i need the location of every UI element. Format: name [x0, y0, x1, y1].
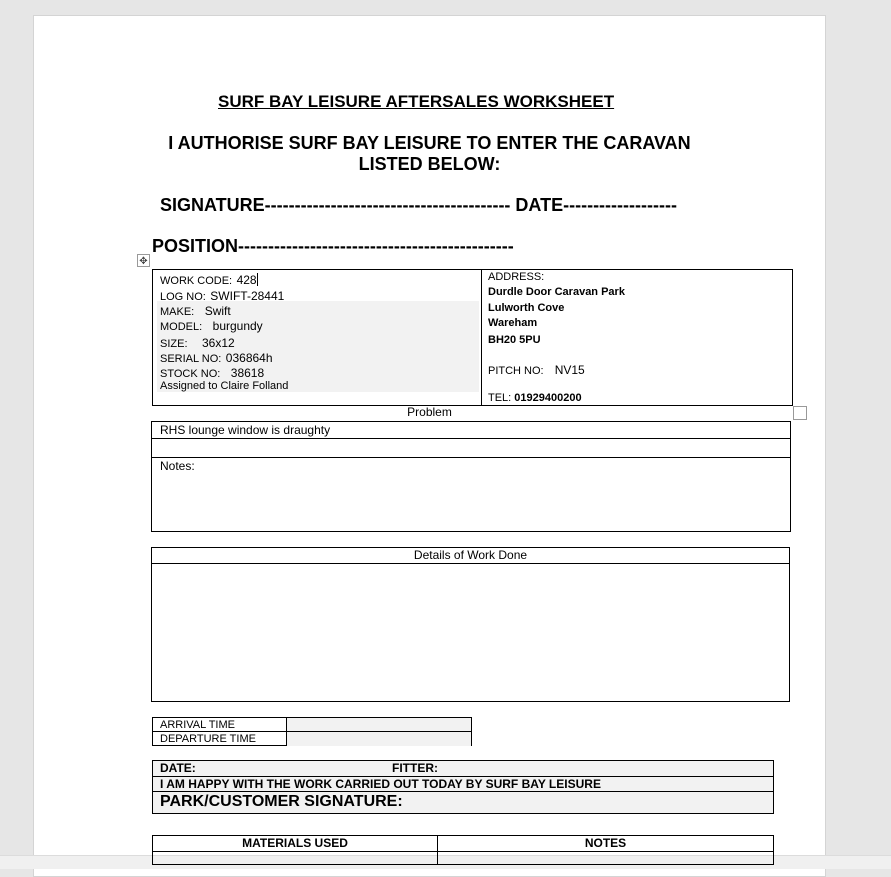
address-line: Durdle Door Caravan Park	[488, 286, 625, 298]
stock-label: STOCK NO:	[160, 368, 221, 380]
work-done-body[interactable]	[152, 564, 789, 701]
model-value: burgundy	[212, 319, 263, 333]
divider	[153, 851, 773, 852]
divider	[152, 438, 790, 439]
serial-label: SERIAL NO:	[160, 353, 222, 365]
authorise-line-1: I AUTHORISE SURF BAY LEISURE TO ENTER THE CARAVAN	[168, 133, 691, 153]
authorise-statement	[152, 133, 707, 175]
pitch-label: PITCH NO:	[488, 365, 544, 377]
pitch-value: NV15	[554, 363, 585, 377]
authorise-line-2: LISTED BELOW:	[358, 154, 501, 174]
problem-description[interactable]: RHS lounge window is draughty	[160, 423, 331, 437]
position-line: POSITION----------------------------------------------	[152, 236, 514, 256]
departure-input[interactable]	[287, 732, 471, 746]
divider	[152, 457, 790, 458]
address-line: BH20 5PU	[488, 334, 541, 346]
model-label: MODEL:	[160, 321, 203, 333]
move-arrows-icon[interactable]: ✥	[137, 254, 150, 267]
address-label: ADDRESS:	[488, 271, 545, 283]
pitch-row	[488, 363, 585, 377]
problem-table	[151, 421, 791, 532]
work-done-header: Details of Work Done	[413, 548, 528, 562]
tel-value: 01929400200	[514, 392, 582, 404]
make-value: Swift	[204, 304, 231, 318]
log-no-label: LOG NO:	[160, 291, 206, 303]
tel-label: TEL:	[488, 392, 512, 404]
size-label: SIZE:	[160, 338, 188, 350]
address-line: Wareham	[488, 317, 538, 329]
arrival-label: ARRIVAL TIME	[153, 718, 287, 732]
notes-label[interactable]: Notes:	[160, 459, 195, 473]
happy-statement: I AM HAPPY WITH THE WORK CARRIED OUT TODAY BY SURF BAY LEISURE	[160, 777, 601, 791]
arrival-input[interactable]	[287, 718, 471, 732]
work-code-value: 428	[236, 273, 257, 287]
log-no-value: SWIFT-28441	[210, 289, 285, 303]
notes-header: NOTES	[584, 836, 627, 850]
worksheet-title: SURF BAY LEISURE AFTERSALES WORKSHEET	[218, 92, 615, 111]
work-done-table	[151, 547, 790, 702]
date-label[interactable]: DATE:	[160, 761, 196, 775]
size-value: 36x12	[201, 336, 235, 350]
assigned-to: Assigned to Claire Folland	[160, 380, 289, 392]
address-cell[interactable]	[153, 270, 792, 405]
tel-row	[488, 392, 582, 404]
customer-signature-label[interactable]: PARK/CUSTOMER SIGNATURE:	[160, 793, 403, 810]
signoff-table	[152, 760, 774, 814]
address-line: Lulworth Cove	[488, 302, 565, 314]
signature-date-line: SIGNATURE----------------------------------------- DATE-------------------	[160, 195, 677, 215]
problem-header: Problem	[407, 405, 452, 419]
work-code-label: WORK CODE:	[160, 275, 233, 287]
materials-header: MATERIALS USED	[242, 836, 348, 850]
fitter-label[interactable]: FITTER:	[392, 761, 438, 775]
table-resize-handle[interactable]	[793, 406, 807, 420]
stock-value: 38618	[230, 366, 265, 380]
time-table	[152, 717, 472, 746]
serial-value: 036864h	[225, 351, 273, 365]
divider	[153, 791, 773, 792]
materials-table	[152, 835, 774, 865]
make-label: MAKE:	[160, 306, 195, 318]
departure-label: DEPARTURE TIME	[153, 732, 287, 746]
caravan-info-table	[152, 269, 793, 406]
